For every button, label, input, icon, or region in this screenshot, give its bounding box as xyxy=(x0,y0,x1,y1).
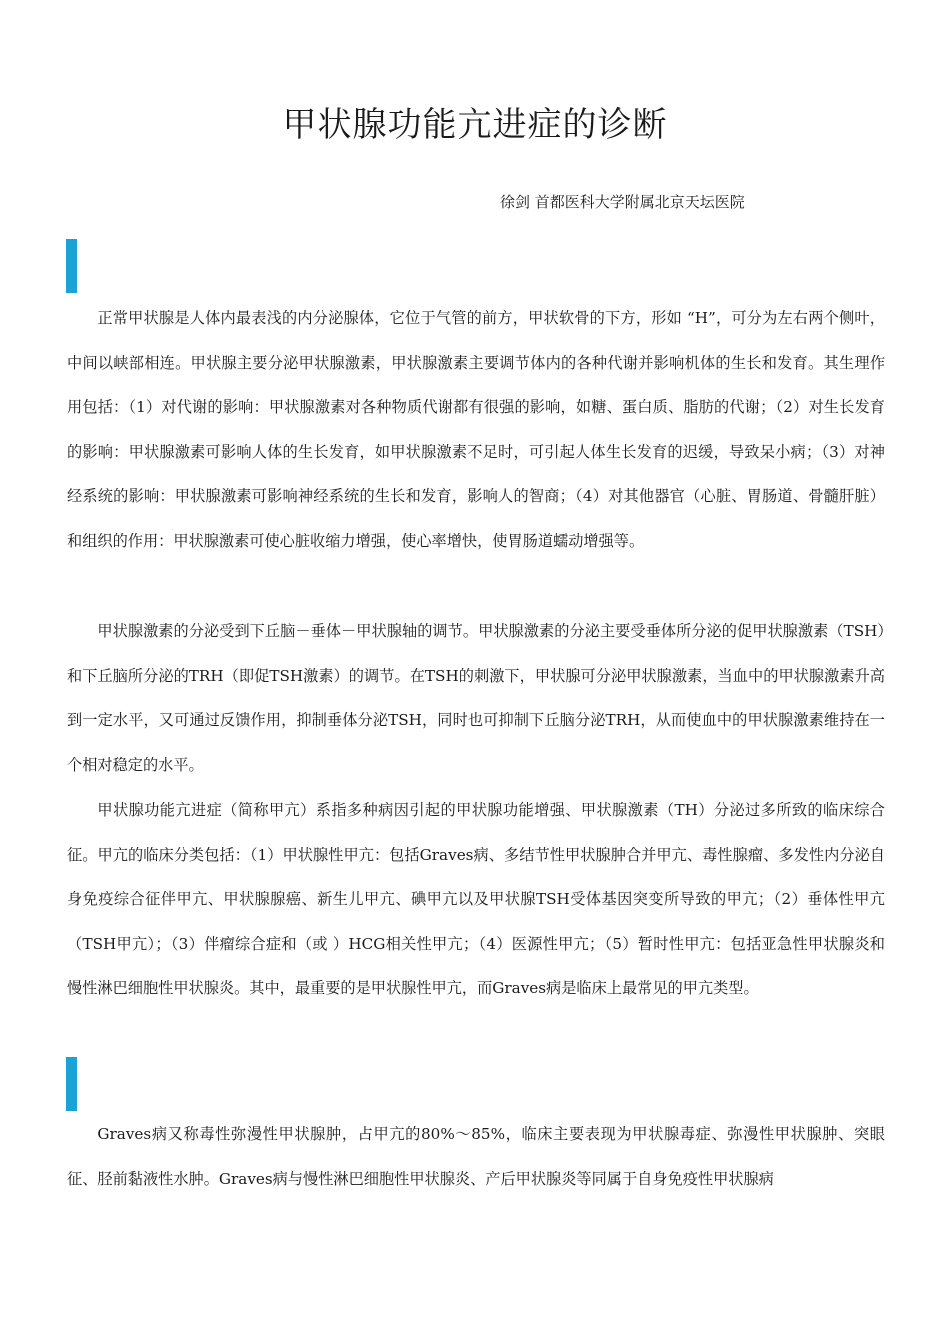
body-paragraph-3: 甲状腺功能亢进症（简称甲亢）系指多种病因引起的甲状腺功能增强、甲状腺激素（TH）分泌过多所致的临床综合征。甲亢的临床分类包括：（1）甲状腺性甲亢：包括Graves病、多结节性甲状腺肿合并甲亢、毒性腺瘤、多发性内分泌自身免疫综合征伴甲亢、甲状腺腺癌、新生儿甲亢、碘甲亢以及甲状腺TSH受体基因突变所导致的甲亢；（2）垂体性甲亢（TSH甲亢）；（3）伴瘤综合症和（或 ）HCG相关性甲亢；（4）医源性甲亢；（5）暂时性甲亢：包括亚急性甲状腺炎和慢性淋巴细胞性甲状腺炎。其中，最重要的是甲状腺性甲亢，而Graves病是临床上最常见的甲亢类型。 xyxy=(67,801,885,998)
body-paragraph-2: 甲状腺激素的分泌受到下丘脑－垂体－甲状腺轴的调节。甲状腺激素的分泌主要受垂体所分泌的促甲状腺激素（TSH）和下丘脑所分泌的TRH（即促TSH激素）的调节。在TSH的刺激下，甲状腺可分泌甲状腺激素，当血中的甲状腺激素升高到一定水平，又可通过反馈作用，抑制垂体分泌TSH，同时也可抑制下丘脑分泌TRH，从而使血中的甲状腺激素维持在一个相对稳定的水平。 xyxy=(67,622,885,774)
section-marker-bar xyxy=(66,1057,77,1111)
section-marker-bar xyxy=(66,239,77,293)
body-paragraph-1: 正常甲状腺是人体内最表浅的内分泌腺体，它位于气管的前方，甲状软骨的下方，形如 “H”，可分为左右两个侧叶，中间以峡部相连。甲状腺主要分泌甲状腺激素，甲状腺激素主要调节体内的各种代谢并影响机体的生长和发育。其生理作用包括：（1）对代谢的影响：甲状腺激素对各种物质代谢都有很强的影响，如糖、蛋白质、脂肪的代谢；（2）对生长发育的影响：甲状腺激素可影响人体的生长发育，如甲状腺激素不足时，可引起人体生长发育的迟缓，导致呆小病；（3）对神经系统的影响：甲状腺激素可影响神经系统的生长和发育，影响人的智商；（4）对其他器官（心脏、胃肠道、骨髓肝脏）和组织的作用：甲状腺激素可使心脏收缩力增强，使心率增快，使胃肠道蠕动增强等。 xyxy=(67,309,885,550)
author-line: 徐剑 首都医科大学附属北京天坛医院 xyxy=(500,193,745,211)
page-title: 甲状腺功能亢进症的诊断 xyxy=(282,105,668,145)
body-paragraph-4: Graves病又称毒性弥漫性甲状腺肿，占甲亢的80%～85%，临床主要表现为甲状腺毒症、弥漫性甲状腺肿、突眼征、胫前黏液性水肿。Graves病与慢性淋巴细胞性甲状腺炎、产后甲状腺炎等同属于自身免疫性甲状腺病 xyxy=(67,1125,885,1188)
